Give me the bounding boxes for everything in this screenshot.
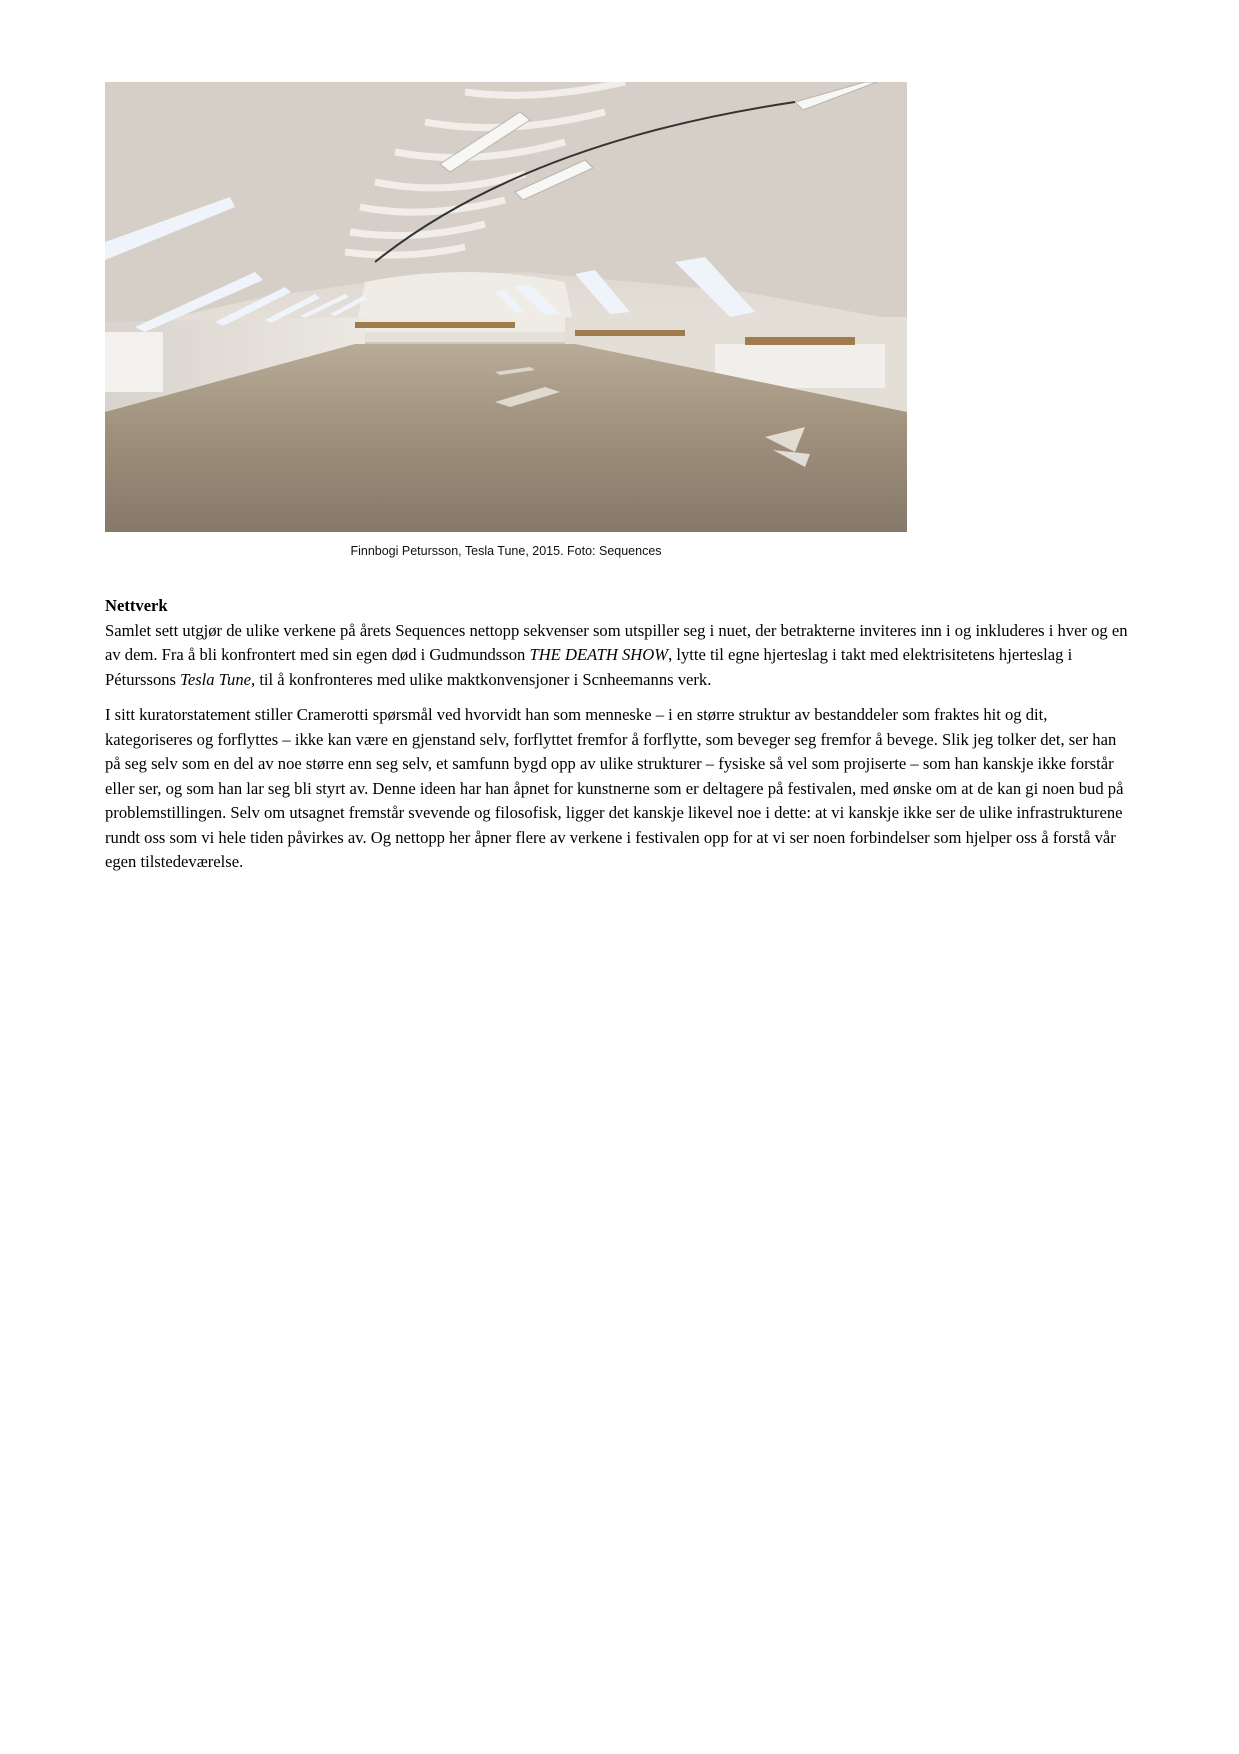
work-title-tesla-tune: Tesla Tune, <box>180 669 256 689</box>
artwork-photo <box>105 82 907 532</box>
paragraph-1-text-a: Samlet sett utgjør de ulike verkene på årets Sequences nettopp sekvenser som utspiller seg i nuet, der betrakterne inviteres inn i og inkluderes i hver og en av dem. Fra å bli konfrontert med sin egen død i Gudmundsson <box>105 620 1128 664</box>
paragraph-1-text-c: til å konfronteres med ulike maktkonvensjoner i Scnheemanns verk. <box>255 669 712 689</box>
paragraph-1 <box>105 619 1135 693</box>
work-title-death-show: THE DEATH SHOW <box>529 645 669 664</box>
article-section <box>105 594 1135 886</box>
figure-caption: Finnbogi Petursson, Tesla Tune, 2015. Foto: Sequences <box>350 544 662 558</box>
section-heading: Nettverk <box>105 596 168 615</box>
paragraph-2: I sitt kuratorstatement stiller Cramerotti spørsmål ved hvorvidt han som menneske – i en større struktur av bestanddeler som fraktes hit og dit, kategoriseres og forflyttes – ikke kan være en gjenstand selv, forflyttet fremfor å forflytte, som beveger seg fremfor å bevege. Slik jeg tolker det, ser han på seg selv som en del av noe større enn seg selv, et samfunn bygd opp av ulike strukturer – fysiske så vel som projiserte – som han kanskje ikke forstår eller ser, og som han lar seg bli styrt av. Denne ideen har han åpnet for kunstnerne som er deltagere på festivalen, med ønske om at de kan gi noen bud på problemstillingen. Selv om utsagnet fremstår svevende og filosofisk, ligger det kanskje likevel noe i dette: at vi kanskje ikke ser de ulike infrastrukturene rundt oss som vi hele tiden påvirkes av. Og nettopp her åpner flere av verkene i festivalen opp for at vi ser noen forbindelser som hjelper oss å forstå vår egen tilstedeværelse. <box>105 705 1124 871</box>
paragraph-1-text-b: , lytte til egne hjerteslag i takt med elektrisitetens hjerteslag i Péturssons <box>105 645 1073 689</box>
